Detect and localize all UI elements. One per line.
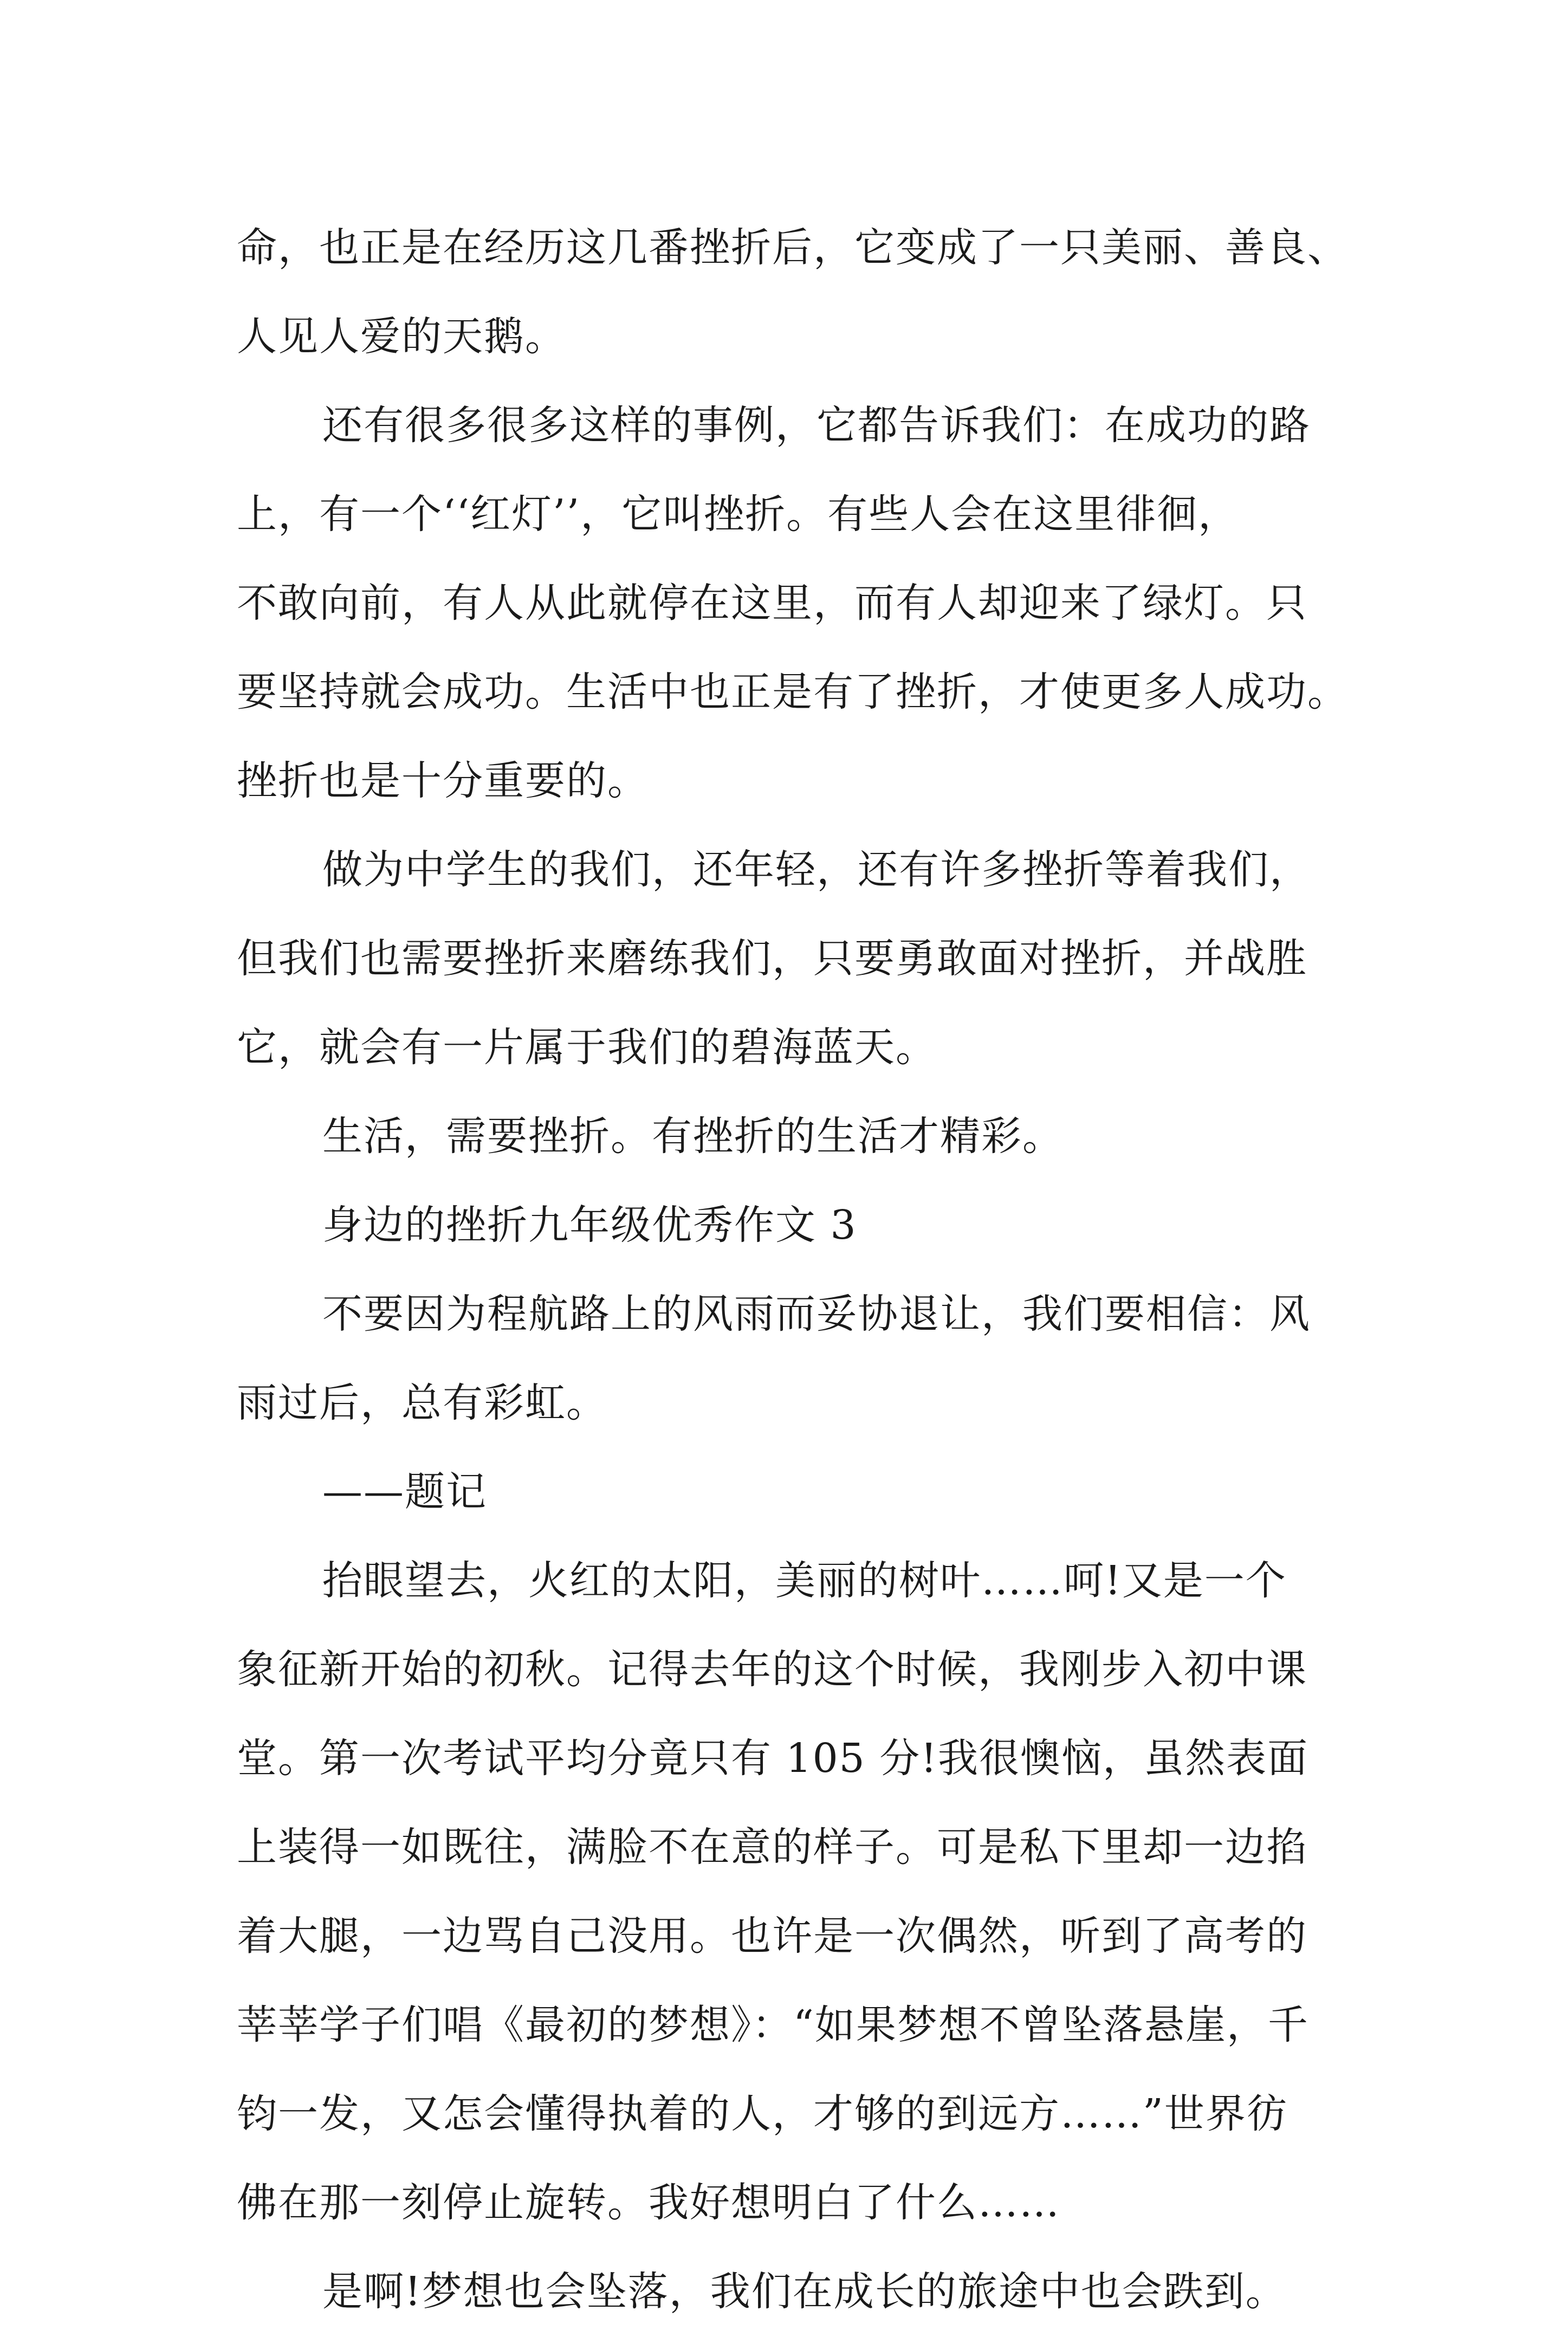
paragraph-start-line: 抬眼望去，火红的太阳，美丽的树叶……呵!又是一个 [322,1557,1287,1604]
text-line: 莘莘学子们唱《最初的梦想》：“如果梦想不曾坠落悬崖，千 [237,2002,1309,2048]
text-line: 佛在那一刻停止旋转。我好想明白了什么…… [237,2179,1060,2226]
paragraph-start-line: 做为中学生的我们，还年轻，还有许多挫折等着我们， [322,846,1311,893]
text-line: 人见人爱的天鹅。 [237,313,566,360]
epigraph-attribution: ——题记 [322,1468,487,1515]
document-body [237,203,1349,2336]
text-line: 不敢向前，有人从此就停在这里，而有人却迎来了绿灯。只 [237,580,1307,626]
text-line: 上装得一如既往，满脸不在意的样子。可是私下里却一边掐 [237,1824,1307,1871]
text-line: 要坚持就会成功。生活中也正是有了挫折，才使更多人成功。 [237,669,1349,715]
text-line: 挫折也是十分重要的。 [237,758,649,804]
text-line: 它，就会有一片属于我们的碧海蓝天。 [237,1024,937,1071]
text-line: 堂。第一次考试平均分竟只有 105 分!我很懊恼，虽然表面 [237,1735,1309,1782]
text-line: 钧一发，又怎会懂得执着的人，才够的到远方……”世界彷 [237,2091,1288,2137]
text-line: 象征新开始的初秋。记得去年的这个时候，我刚步入初中课 [237,1646,1307,1693]
text-line: 命，也正是在经历这几番挫折后，它变成了一只美丽、善良、 [237,224,1349,271]
paragraph-start-line: 还有很多很多这样的事例，它都告诉我们：在成功的路 [322,402,1311,449]
paragraph-start-line: 生活，需要挫折。有挫折的生活才精彩。 [322,1113,1064,1160]
paragraph-start-line: 不要因为程航路上的风雨而妥协退让，我们要相信：风 [322,1291,1311,1337]
text-line: 着大腿，一边骂自己没用。也许是一次偶然，听到了高考的 [237,1913,1307,1959]
section-heading: 身边的挫折九年级优秀作文 3 [322,1202,857,1248]
paragraph-start-line: 是啊!梦想也会坠落，我们在成长的旅途中也会跌到。 [322,2268,1287,2315]
text-line: 但我们也需要挫折来磨练我们，只要勇敢面对挫折，并战胜 [237,935,1307,982]
text-line: 上，有一个‘‘红灯’’，它叫挫折。有些人会在这里徘徊， [237,491,1240,538]
text-line: 雨过后，总有彩虹。 [237,1380,607,1426]
